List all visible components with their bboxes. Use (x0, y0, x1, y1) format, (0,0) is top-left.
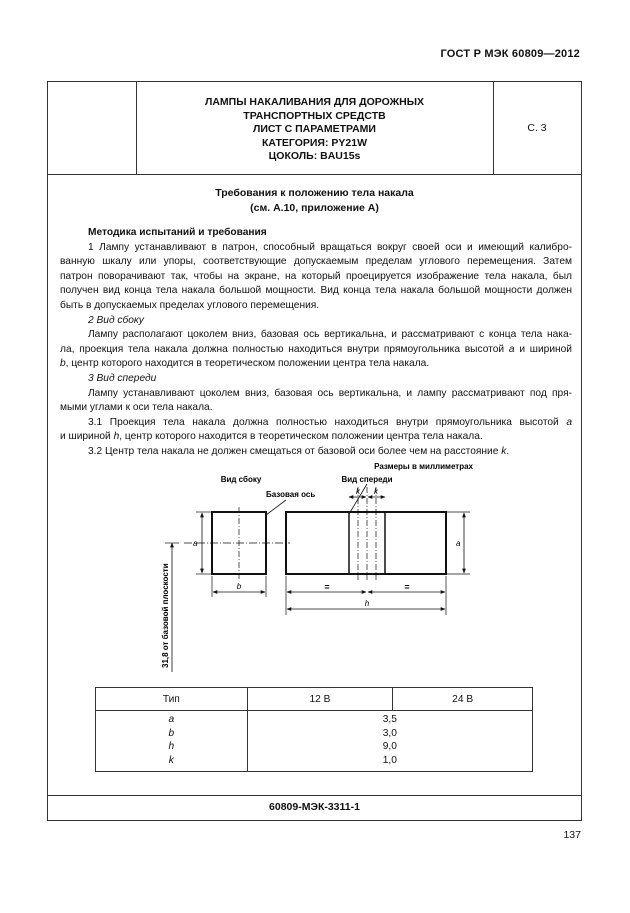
sheet-code: 60809-МЭК-3311-1 (269, 801, 360, 813)
parameters-table (95, 687, 533, 772)
paragraph-line: мыми углами к оси тела накала. (60, 402, 213, 414)
param-name: k (168, 754, 174, 766)
standard-designation: ГОСТ Р МЭК 60809—2012 (440, 48, 580, 60)
section-title-line: Требования к положению тела накала (215, 187, 414, 199)
front-view-rectangle (286, 512, 446, 574)
header-title-line: ЦОКОЛЬ: BAU15s (268, 150, 361, 163)
dim-k-right-label: k (374, 487, 378, 496)
text-span: и шириной (514, 343, 572, 355)
document-frame (47, 81, 582, 821)
front-view-heading: 3 Вид спереди (88, 372, 157, 384)
table-header-cell: Тип (96, 688, 248, 711)
page-number: 137 (563, 829, 581, 841)
variable-b: b (60, 358, 66, 370)
dim-half-right-label: = (404, 582, 410, 592)
paragraph-line: 1 Лампу устанавливают в патрон, способный вращаться вокруг своей оси и имеющий калибро- (88, 241, 572, 253)
header-title-line: ТРАНСПОРТНЫХ СРЕДСТВ (243, 109, 386, 122)
table-header-cell: 12 В (247, 688, 393, 711)
dim-a-left-label: a (193, 539, 198, 548)
table-header-row (96, 688, 533, 711)
text-span: , центр которого находится в теоретическом положении центра тела накала. (119, 431, 483, 443)
variable-a: a (508, 343, 515, 355)
front-view-label: Вид спереди (341, 475, 393, 484)
side-view-label: Вид сбоку (220, 475, 262, 484)
param-value: 3,5 (382, 714, 397, 725)
param-value: 9,0 (382, 741, 397, 752)
variable-h: h (113, 431, 120, 443)
dim-h-label: h (364, 599, 370, 608)
base-axis-leader (266, 500, 286, 515)
dim-a-right-label: a (456, 539, 461, 548)
paragraph-line: быть в допускаемых пределах углового перемещения. (60, 299, 320, 311)
text-span: , центр которого находится в теоретическом положении центра тела накала. (65, 358, 430, 370)
table-values-row (96, 711, 533, 772)
param-name: b (168, 727, 175, 739)
param-name: h (168, 741, 175, 752)
method-heading: Методика испытаний и требования (88, 227, 267, 238)
filament-position-diagram (48, 82, 581, 682)
text-span: 3.2 Центр тела накала не должен смещаться от базовой оси более чем на расстояние (88, 445, 502, 457)
text-span: ла, проекция тела накала должна полностью находиться внутри прямоугольника высотой (60, 343, 509, 355)
header-title-line: ЛИСТ С ПАРАМЕТРАМИ (253, 123, 376, 136)
paragraph-line: ванную шкалу или упоры, соответствующие допускаемым пределам углового перемещения. Затем (60, 256, 572, 268)
vertical-dimension-label: 31,8 от базовой плоскости (161, 563, 170, 668)
dim-b-label: b (236, 582, 242, 591)
paragraph-line: патрон поворачивают так, чтобы на экране, на который проецируется изображение тела накала, был (60, 270, 572, 282)
units-note: Размеры в миллиметрах (374, 462, 473, 471)
paragraph-line: Лампу устанавливают цоколем вниз, базовая ось вертикальна, и лампу рассматривают под пря- (88, 387, 572, 399)
text-span: 3.1 Проекция тела накала должна полностью находиться внутри прямоугольника высотой (88, 416, 567, 428)
param-names-cell (96, 711, 248, 772)
footer-divider (48, 795, 581, 796)
variable-k: k (501, 445, 507, 457)
table-header-cell: 24 В (393, 688, 533, 711)
text-span: и шириной (60, 431, 114, 443)
param-values-cell (247, 711, 532, 772)
section-title-line: (см. А.10, приложение А) (250, 201, 379, 214)
dim-k-left-label: k (356, 487, 360, 496)
header-title-line: ЛАМПЫ НАКАЛИВАНИЯ ДЛЯ ДОРОЖНЫХ (204, 96, 425, 108)
dim-half-left-label: = (324, 582, 330, 592)
param-value: 1,0 (382, 754, 397, 766)
variable-a: a (566, 416, 572, 428)
text-span: . (506, 445, 510, 457)
header-title-line: КАТЕГОРИЯ: PY21W (262, 136, 367, 149)
side-view-heading: 2 Вид сбоку (88, 314, 144, 326)
base-axis-label: Базовая ось (266, 490, 316, 499)
paragraph-line: Лампу располагают цоколем вниз, базовая ось вертикальна, и рассматривают с конца тела нака- (88, 329, 572, 341)
param-value: 3,0 (382, 727, 397, 739)
sheet-page-ref: С. 3 (527, 122, 547, 134)
param-name: a (168, 714, 175, 725)
paragraph-line: получен вид конца тела накала большой мощности. Вид конца тела накала большой мощности должен (60, 285, 572, 297)
